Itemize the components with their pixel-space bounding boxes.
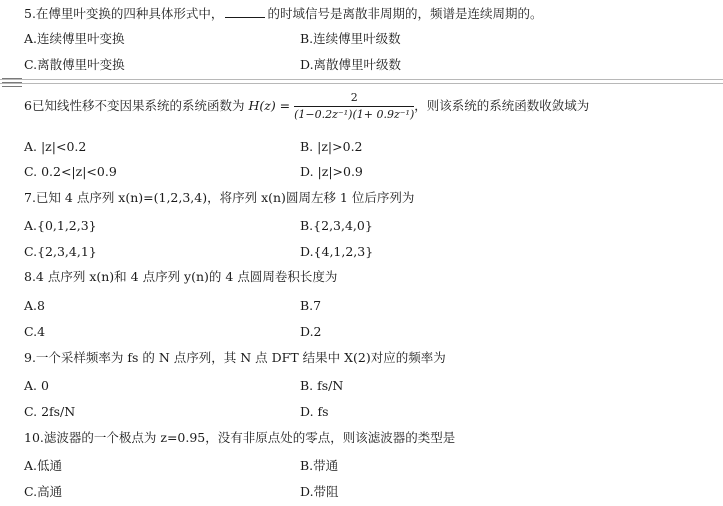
- question-8-option-c: C.4: [24, 324, 46, 339]
- question-6-option-a: A. |z|<0.2: [24, 139, 87, 154]
- question-6-option-d: D. |z|>0.9: [300, 164, 363, 179]
- question-7-stem: 7.已知 4 点序列 x(n)=(1,2,3,4)，将序列 x(n)圆周左移 1 位后序列为: [24, 190, 415, 205]
- question-6-numerator: 2: [350, 91, 358, 104]
- question-6-option-b: B. |z|>0.2: [300, 139, 363, 154]
- question-8-stem: 8.4 点序列 x(n)和 4 点序列 y(n)的 4 点圆周卷积长度为: [24, 269, 338, 284]
- question-5-stem-post: 的时域信号是离散非周期的，频谱是连续周期的。: [267, 6, 543, 21]
- question-9-stem: 9.一个采样频率为 fs 的 N 点序列，其 N 点 DFT 结果中 X(2)对应的频率为: [24, 350, 446, 365]
- question-9-option-b: B. fs/N: [300, 378, 344, 393]
- question-9-option-d: D. fs: [300, 404, 329, 419]
- question-6-stem: [24, 90, 589, 122]
- question-6-denominator: (1−0.2z⁻¹)(1+ 0.9z⁻¹): [294, 108, 415, 121]
- question-9-option-c: C. 2fs/N: [24, 404, 76, 419]
- question-5-stem: [24, 5, 542, 23]
- question-6-fraction: [294, 91, 414, 122]
- question-7-option-a: A.{0,1,2,3}: [24, 218, 97, 233]
- page-break-icon: [0, 75, 24, 89]
- question-10-stem: 10.滤波器的一个极点为 z=0.95，没有非原点处的零点，则该滤波器的类型是: [24, 430, 456, 445]
- question-8-option-d: D.2: [300, 324, 322, 339]
- question-10-option-c: C.高通: [24, 484, 63, 499]
- question-6-stem-post: ，则该系统的系统函数收敛域为: [414, 98, 590, 113]
- question-5-option-d: D.离散傅里叶级数: [300, 57, 402, 72]
- question-6-stem-pre: 6已知线性移不变因果系统的系统函数为: [24, 98, 245, 113]
- question-5-blank: [225, 5, 265, 18]
- page-break-separator: [0, 79, 723, 85]
- question-8-option-a: A.8: [24, 298, 45, 313]
- question-10-option-b: B.带通: [300, 458, 339, 473]
- question-7-option-d: D.{4,1,2,3}: [300, 244, 374, 259]
- question-5-option-a: A.连续傅里叶变换: [24, 31, 125, 46]
- question-10-option-d: D.带阻: [300, 484, 339, 499]
- question-8-option-b: B.7: [300, 298, 322, 313]
- question-6-h-lhs: H(z) =: [248, 98, 291, 113]
- question-10-option-a: A.低通: [24, 458, 63, 473]
- question-5-option-c: C.离散傅里叶变换: [24, 57, 125, 72]
- question-9-option-a: A. 0: [24, 378, 49, 393]
- question-6-option-c: C. 0.2<|z|<0.9: [24, 164, 117, 179]
- question-5-stem-pre: 5.在傅里叶变换的四种具体形式中，: [24, 6, 224, 21]
- question-7-option-b: B.{2,3,4,0}: [300, 218, 373, 233]
- question-7-option-c: C.{2,3,4,1}: [24, 244, 97, 259]
- question-5-option-b: B.连续傅里叶级数: [300, 31, 401, 46]
